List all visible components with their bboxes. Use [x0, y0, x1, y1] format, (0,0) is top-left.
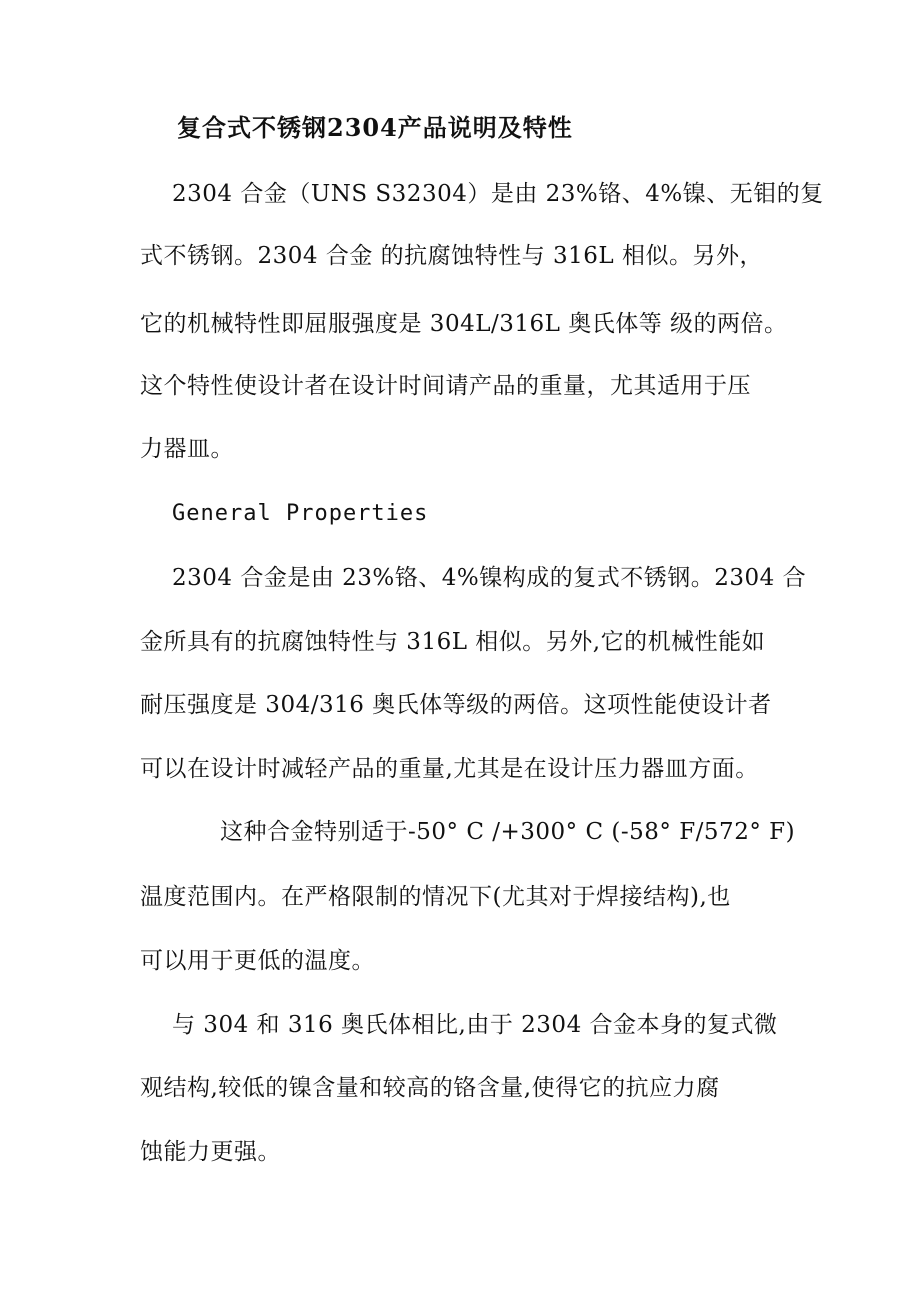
section-heading: General Properties [172, 501, 429, 526]
intro-line: 这个特性使设计者在设计时间请产品的重量，尤其适用于压 [140, 373, 751, 399]
comparison-line: 蚀能力更强。 [140, 1139, 281, 1165]
comparison-line: 观结构,较低的镍含量和较高的铬含量,使得它的抗应力腐 [140, 1075, 720, 1101]
intro-line: 式不锈钢。2304 合金 的抗腐蚀特性与 316L 相似。另外， [140, 243, 763, 269]
intro-line: 2304 合金（UNS S32304）是由 23%铬、4%镍、无钼的复 [172, 181, 824, 207]
intro-line: 它的机械特性即屈服强度是 304L/316L 奥氏体等 级的两倍。 [140, 311, 788, 337]
general-line: 金所具有的抗腐蚀特性与 316L 相似。另外,它的机械性能如 [140, 629, 766, 655]
temperature-line: 可以用于更低的温度。 [140, 948, 375, 974]
intro-line: 力器皿。 [140, 436, 234, 462]
document-title: 复合式不锈钢2304产品说明及特性 [177, 113, 573, 142]
general-line: 耐压强度是 304/316 奥氏体等级的两倍。这项性能使设计者 [140, 692, 772, 718]
general-line: 2304 合金是由 23%铬、4%镍构成的复式不锈钢。2304 合 [172, 565, 807, 591]
temperature-line: 温度范围内。在严格限制的情况下(尤其对于焊接结构),也 [140, 884, 731, 910]
comparison-line: 与 304 和 316 奥氏体相比,由于 2304 合金本身的复式微 [172, 1012, 778, 1038]
temperature-line: 这种合金特别适于-50° C /+300° C (-58° F/572° F) [220, 819, 796, 845]
general-line: 可以在设计时减轻产品的重量,尤其是在设计压力器皿方面。 [140, 756, 759, 782]
